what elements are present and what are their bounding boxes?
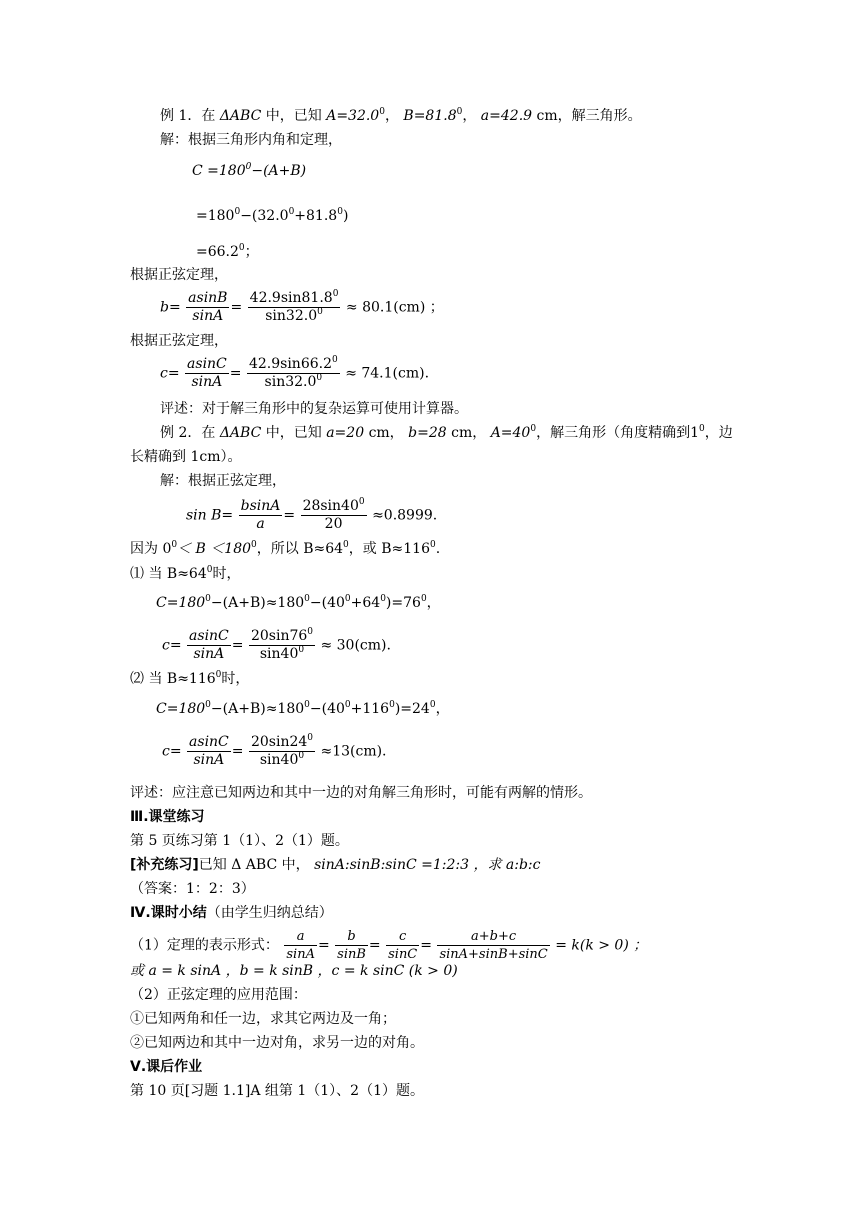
- text: 20sin24: [250, 734, 308, 750]
- text: 28sin40: [302, 498, 359, 514]
- fraction: [249, 734, 315, 769]
- text: cm，解三角形。: [536, 108, 642, 124]
- text: ⑴ 当 B≈64: [130, 566, 207, 582]
- text: sinA: [286, 947, 315, 962]
- text: sin32.0: [265, 308, 318, 324]
- fraction: [386, 928, 419, 963]
- text: b: [335, 928, 368, 946]
- text: cm，: [368, 425, 404, 441]
- text: −(A+B)≈180: [210, 701, 305, 717]
- text: ，解三角形（角度精确到1: [536, 425, 699, 441]
- sine-law-label-2: 根据正弦定理，: [130, 333, 228, 349]
- text: c=: [162, 743, 182, 760]
- text: 例 2．在: [160, 425, 216, 441]
- text: asinB: [188, 290, 228, 306]
- text: 42.9sin81.8: [249, 290, 333, 306]
- sinB-formula: sin B= $\frac{bsinA}{a}$ = $\frac{28\sin 40^0}{20}$ ≈0.8999.: [186, 497, 438, 532]
- summary-formula-2: 或 a = k sinA ，b = k sinB ，c = k sinC (k > 0): [130, 963, 458, 979]
- text: = k(k > 0) ；: [555, 937, 648, 954]
- text: $\sin 40^0$: [259, 751, 305, 768]
- text: $\sin 40^0$: [259, 645, 305, 662]
- text: 中，已知: [265, 425, 322, 441]
- text: 因为 0: [130, 541, 172, 557]
- fraction: [185, 356, 229, 391]
- case1-C: $C=180^0-(A+B)\approx 180^0-(40^0+64^0)=76^0$，: [156, 594, 441, 611]
- text: ≈13(cm).: [320, 743, 387, 760]
- text: −(A+B): [251, 163, 307, 179]
- text: 42.9sin81.8$^0$: [249, 289, 339, 306]
- side-a-value: a=42.9: [480, 108, 533, 124]
- text: c: [386, 928, 419, 946]
- text: 已知 Δ ABC 中，: [198, 857, 310, 873]
- example1-line: 例 1．在 ΔABC 中，已知 $A=32.0^0$， $B=81.8^0$， a=42.9 cm，解三角形。: [160, 107, 642, 124]
- text: sinA:sinB:sinC =1:2:3 ，求 a:b:c: [314, 857, 541, 873]
- summary-formula: （1）定理的表示形式： $\frac{a}{\sin A}$ = $\frac{b}{\sin B}$ = $\frac{c}{\sin C}$ = $\frac{a+b+c}{\sin A+\sin B+\sin C}$ = k(k > 0) ；: [130, 929, 648, 962]
- text: C =180: [192, 163, 246, 179]
- case2-c-formula: c= $\frac{asinC}{\sin A}$ = $\frac{20\sin 24^0}{\sin 40^0}$ ≈13(cm).: [162, 733, 387, 768]
- text: b=28: [408, 425, 447, 441]
- text: sinA: [192, 308, 224, 324]
- example2-line1: 例 2．在 ΔABC 中，已知 a=20 cm， b=28 cm， $A=40^0$，解三角形（角度精确到$1^0$，边: [160, 424, 733, 441]
- text: 42.9sin66.2$^0$: [248, 355, 338, 372]
- text: ≈ 30(cm).: [320, 637, 391, 654]
- text: ≈ 80.1(cm) ；: [345, 299, 444, 316]
- text: sinA: [191, 374, 223, 390]
- c-formula: c= $\frac{asinC}{\sin A}$ = $\frac{42.9\sin 66.2^0}{\sin 32.0^0}$ ≈ 74.1(cm).: [160, 355, 430, 390]
- fraction: [301, 498, 367, 533]
- practice-answer: （答案：1：2：3）: [130, 881, 255, 897]
- text: ，: [435, 701, 450, 717]
- text: asinC: [189, 628, 229, 644]
- review-1: 评述：对于解三角形中的复杂运算可使用计算器。: [160, 401, 468, 417]
- fraction: [239, 498, 283, 533]
- text: （由学生归纳总结）: [206, 905, 333, 921]
- text: C=180: [156, 701, 206, 717]
- section-5-heading: Ⅴ.课后作业: [130, 1059, 203, 1075]
- text: )=76: [385, 595, 421, 611]
- c-eq-line3: $=66.2^0$；: [196, 243, 259, 260]
- text: sin32.0$^0$: [264, 373, 323, 390]
- text: sin32.0$^0$: [265, 307, 323, 324]
- text: +116: [350, 701, 390, 717]
- example1-label: 例 1．在: [160, 108, 216, 124]
- b-formula: b= $\frac{asinB}{\sin A}$ = $\frac{42.9\sin 81.8^0}{\sin 32.0^0}$ ≈ 80.1(cm) ；: [160, 289, 444, 324]
- text: ；: [244, 244, 259, 260]
- practice-1: 第 5 页练习第 1（1）、2（1）题。: [130, 833, 349, 849]
- case1-c-formula: c= $\frac{asinC}{\sin A}$ = $\frac{20\sin 76^0}{\sin 40^0}$ ≈ 30(cm).: [162, 627, 391, 662]
- text: （1）定理的表示形式：: [130, 937, 279, 954]
- text: b=: [160, 299, 181, 316]
- text: ，所以 B≈64: [256, 541, 344, 557]
- practice-2: [130, 856, 541, 874]
- text: a: [256, 516, 265, 532]
- text: 42.9sin66.2: [248, 356, 332, 372]
- text: ): [342, 208, 349, 224]
- summary-4: ②已知两边和其中一边对角，求另一边的对角。: [130, 1035, 424, 1051]
- fraction: [186, 290, 229, 325]
- text: sin32.0: [264, 374, 317, 390]
- angle-b-value: B=81.8: [403, 108, 457, 124]
- text: $28\sin 40^0$: [302, 497, 365, 514]
- solution1-intro: 解：根据三角形内角和定理，: [160, 132, 342, 148]
- fraction: [335, 928, 368, 963]
- text: a+b+c: [437, 928, 549, 946]
- c-eq-line2: $=180^0-(32.0^0+81.8^0)$: [196, 207, 349, 224]
- text: sin40: [259, 752, 299, 768]
- section-4-heading: [130, 904, 333, 922]
- text: sinC: [388, 947, 418, 962]
- text: ，: [426, 595, 441, 611]
- text: ≈0.8999.: [372, 507, 438, 524]
- text: =66.2: [196, 244, 239, 260]
- text: $20\sin 76^0$: [250, 627, 314, 644]
- text: 20: [324, 516, 343, 532]
- fraction: [249, 628, 315, 663]
- text: ≈ 74.1(cm).: [345, 365, 430, 382]
- text: a: [284, 928, 317, 946]
- text: c=: [160, 365, 180, 382]
- text: asinC: [187, 356, 227, 372]
- text: ΔABC: [219, 425, 262, 441]
- angle-a-value: A=32.0: [326, 108, 380, 124]
- c-eq-line1: $C =180^0-(A+B)$: [192, 162, 307, 179]
- text: sinA: [193, 752, 225, 768]
- text: asinC: [189, 734, 229, 750]
- text: [补充练习]: [130, 857, 199, 873]
- text: sin40: [259, 646, 299, 662]
- fraction: [284, 928, 317, 963]
- fraction: [187, 734, 231, 769]
- text: c=: [162, 637, 182, 654]
- case1-label: ⑴ 当 $B\approx 64^0$时，: [130, 565, 241, 582]
- summary-2: （2）正弦定理的应用范围：: [130, 987, 307, 1003]
- text: −(A+B)≈180: [210, 595, 305, 611]
- text: +64: [350, 595, 381, 611]
- text: ＜ B ＜180: [177, 541, 252, 557]
- text: )=24: [394, 701, 430, 717]
- sine-law-label-1: 根据正弦定理，: [130, 267, 228, 283]
- text: A=40: [490, 425, 531, 441]
- text: sinB: [337, 947, 366, 962]
- text: 时，: [212, 566, 241, 582]
- text: sinA+sinB+sinC: [439, 947, 548, 962]
- section-3-heading: Ⅲ.课堂练习: [130, 809, 205, 825]
- text: sinA: [193, 646, 225, 662]
- triangle-symbol: ΔABC: [219, 108, 262, 124]
- review-2: 评述：应注意已知两边和其中一边的对角解三角形时，可能有两解的情形。: [130, 785, 592, 801]
- text: 20sin76: [250, 628, 308, 644]
- example2-line2: 长精确到 1cm）。: [130, 449, 242, 465]
- case2-label: ⑵ 当 $B\approx 116^0$时，: [130, 670, 250, 687]
- fraction: [248, 290, 341, 325]
- text: cm，: [451, 425, 487, 441]
- text: sin B=: [186, 507, 234, 524]
- text: ，或 B≈116: [348, 541, 430, 557]
- text: −(32.0: [240, 208, 289, 224]
- text: $20\sin 24^0$: [250, 733, 314, 750]
- text: −(40: [309, 595, 345, 611]
- text: a=20: [326, 425, 365, 441]
- homework: 第 10 页[习题 1.1]A 组第 1（1）、2（1）题。: [130, 1083, 424, 1099]
- text: Ⅳ.课时小结: [130, 905, 207, 921]
- fraction: [247, 356, 340, 391]
- text: −(40: [309, 701, 345, 717]
- text: .: [435, 541, 441, 557]
- text: bsinA: [240, 498, 281, 514]
- text: =180: [196, 208, 235, 224]
- text: ，边: [704, 425, 733, 441]
- because-line: 因为 $0^0< B <180^0$，所以 $B\approx 64^0$，或 $B\approx 116^0$.: [130, 540, 441, 557]
- summary-3: ①已知两角和任一边，求其它两边及一角；: [130, 1011, 396, 1027]
- solution2-intro: 解：根据正弦定理，: [160, 473, 286, 489]
- text: C=180: [156, 595, 206, 611]
- case2-C: $C=180^0-(A+B)\approx 180^0-(40^0+116^0)=24^0$，: [156, 700, 450, 717]
- fraction: [187, 628, 231, 663]
- text: +81.8: [294, 208, 338, 224]
- text: 时，: [221, 671, 250, 687]
- fraction: [437, 928, 549, 963]
- text: ⑵ 当 B≈116: [130, 671, 216, 687]
- text: 中，已知: [265, 108, 322, 124]
